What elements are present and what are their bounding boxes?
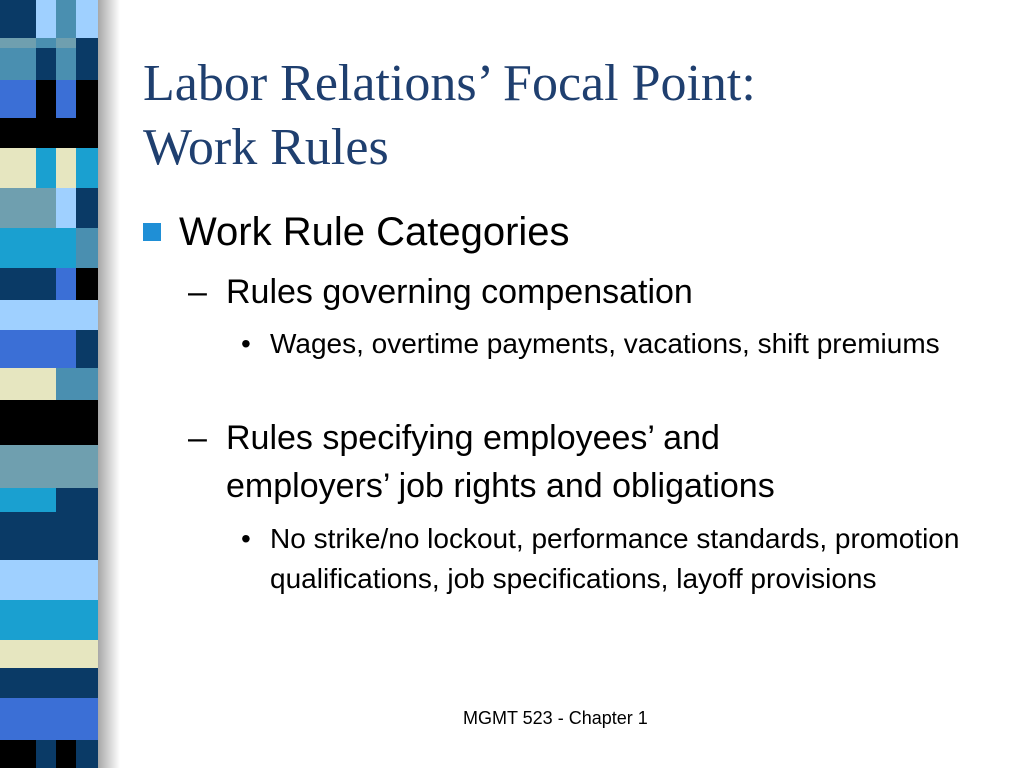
strip-block [76,740,98,768]
strip-block [0,148,36,188]
strip-block [76,445,98,488]
sub-bullet-text: Rules governing compensation [226,273,693,311]
strip-block [76,400,98,445]
strip-block [0,300,36,330]
strip-block [0,38,36,48]
strip-block [56,0,76,38]
title-line-2: Work Rules [143,119,389,176]
bullet-work-rule-categories [143,206,570,258]
strip-block [76,330,98,368]
strip-block [36,0,56,38]
strip-block [0,400,36,445]
strip-block [76,668,98,698]
detail-job-rights [241,519,990,599]
strip-block [56,38,76,48]
strip-block [0,640,36,668]
strip-block [56,668,76,698]
sub-bullet-compensation [188,268,926,316]
strip-block [56,188,76,228]
strip-block [76,300,98,330]
detail-text: No strike/no lockout, performance standards, promotion qualifications, job specifications, layoff provisions [270,523,960,594]
strip-block [0,368,36,400]
strip-block [0,600,36,640]
strip-block [76,148,98,188]
strip-block [0,445,36,488]
title-line-1: Labor Relations’ Focal Point: [143,55,756,112]
strip-block [56,512,76,560]
strip-block [0,118,36,148]
strip-block [36,38,56,48]
strip-block [0,268,36,300]
strip-block [36,560,56,600]
strip-block [36,698,56,740]
strip-block [76,368,98,400]
strip-block [36,148,56,188]
decorative-side-strip [0,0,120,768]
sub-bullet-text: Rules specifying employees’ and employers’ job rights and obligations [226,419,775,505]
strip-block [56,600,76,640]
strip-block [0,80,36,118]
strip-block [76,640,98,668]
strip-block [76,488,98,512]
strip-block [0,668,36,698]
detail-text: Wages, overtime payments, vacations, shift premiums [270,328,940,359]
strip-block [56,640,76,668]
strip-block [56,228,76,268]
strip-block [56,560,76,600]
strip-block [0,48,36,80]
bullet-text: Work Rule Categories [179,210,570,254]
strip-block [56,400,76,445]
strip-block [36,368,56,400]
strip-block [36,80,56,118]
strip-block [56,368,76,400]
strip-block [36,188,56,228]
strip-block [0,330,36,368]
strip-block [0,740,36,768]
strip-block [36,512,56,560]
strip-block [56,330,76,368]
strip-block [0,512,36,560]
sub-bullet-job-rights [188,414,886,510]
strip-block [36,300,56,330]
detail-compensation [241,324,950,364]
strip-block [36,488,56,512]
strip-block [0,698,36,740]
strip-block [56,300,76,330]
strip-block [76,188,98,228]
dot-bullet-icon: • [241,328,251,359]
strip-block [56,698,76,740]
strip-block [36,268,56,300]
strip-block [76,698,98,740]
strip-block [76,118,98,148]
strip-block [0,488,36,512]
strip-block [36,668,56,698]
strip-block [56,445,76,488]
dot-bullet-icon: • [241,523,251,554]
strip-block [76,80,98,118]
strip-block [36,330,56,368]
strip-block [36,228,56,268]
strip-block [36,640,56,668]
strip-block [36,600,56,640]
strip-block [56,80,76,118]
strip-block [56,740,76,768]
strip-block [76,560,98,600]
strip-block [0,188,36,228]
square-bullet-icon [143,223,161,241]
strip-block [76,0,98,38]
strip-block [56,118,76,148]
dash-bullet-icon: – [188,419,207,457]
strip-block [76,268,98,300]
strip-block [76,38,98,48]
strip-block [56,268,76,300]
strip-block [76,48,98,80]
dash-bullet-icon: – [188,273,207,311]
strip-block [36,400,56,445]
strip-block [0,0,36,38]
strip-block [56,148,76,188]
slide-footer: MGMT 523 - Chapter 1 [463,708,648,728]
strip-block [56,488,76,512]
strip-block [36,740,56,768]
strip-block [0,560,36,600]
strip-block [76,228,98,268]
strip-block [36,48,56,80]
strip-block [36,118,56,148]
strip-block [0,228,36,268]
strip-block [76,512,98,560]
strip-block [76,600,98,640]
slide-title [143,52,756,180]
strip-block [36,445,56,488]
strip-block [56,48,76,80]
